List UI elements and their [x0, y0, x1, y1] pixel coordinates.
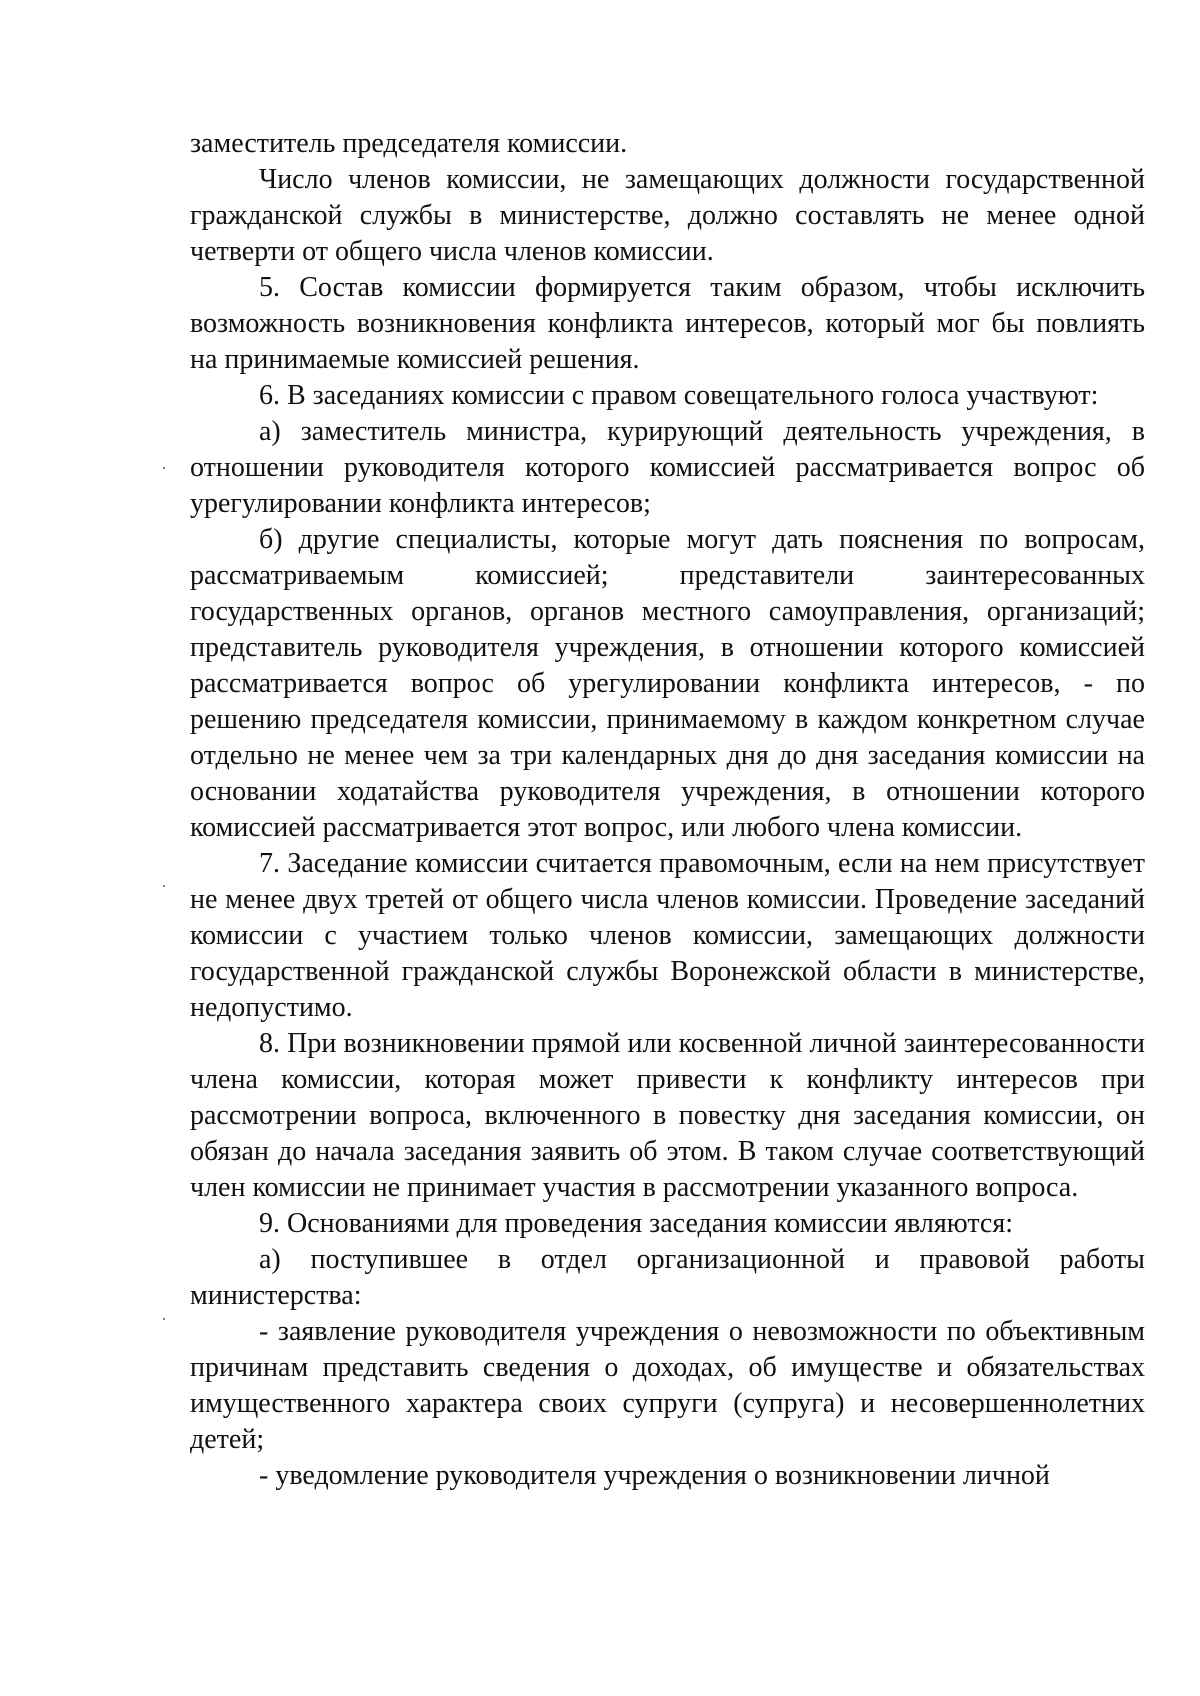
paragraph-item-9a: а) поступившее в отдел организационной и правовой работы министерства:: [190, 1244, 1145, 1311]
paragraph-item-6b: б) другие специалисты, которые могут дать пояснения по вопросам, рассматриваемым комиссией; представители заинтересованных государственных органов, органов местного самоуправления, организаций; представитель руководителя учреждения, в отношении которого комиссией рассматривается вопрос об урегулировании конфликта интересов, - по решению председателя комиссии, принимаемому в каждом конкретном случае отдельно не менее чем за три календарных дня до дня заседания комиссии на основании ходатайства руководителя учреждения, в отношении которого комиссией рассматривается этот вопрос, или любого члена комиссии.: [190, 524, 1145, 843]
paragraph-item-7: 7. Заседание комиссии считается правомочным, если на нем присутствует не менее двух третей от общего числа членов комиссии. Проведение заседаний комиссии с участием только членов комиссии, замещающих должности государственной гражданской службы Воронежской области в министерстве, недопустимо.: [190, 848, 1145, 1023]
paragraph-item-5: 5. Состав комиссии формируется таким образом, чтобы исключить возможность возникновения конфликта интересов, который мог бы повлиять на принимаемые комиссией решения.: [190, 272, 1145, 375]
scan-artifact-dot: [163, 1318, 165, 1320]
paragraph-item-6a: а) заместитель министра, курирующий деятельность учреждения, в отношении руководителя которого комиссией рассматривается вопрос об урегулировании конфликта интересов;: [190, 416, 1145, 519]
paragraph-item-8: 8. При возникновении прямой или косвенной личной заинтересованности члена комиссии, которая может привести к конфликту интересов при рассмотрении вопроса, включенного в повестку дня заседания комиссии, он обязан до начала заседания заявить об этом. В таком случае соответствующий член комиссии не принимает участия в рассмотрении указанного вопроса.: [190, 1028, 1145, 1203]
paragraph-item-9: 9. Основаниями для проведения заседания комиссии являются:: [259, 1208, 1013, 1239]
paragraph-dash-statement: - заявление руководителя учреждения о невозможности по объективным причинам представить сведения о доходах, об имуществе и обязательствах имущественного характера своих супруги (супруга) и несовершеннолетних детей;: [190, 1316, 1145, 1455]
paragraph-members-count: Число членов комиссии, не замещающих должности государственной гражданской службы в министерстве, должно составлять не менее одной четверти от общего числа членов комиссии.: [190, 164, 1145, 267]
scan-artifact-dot: [163, 885, 165, 887]
paragraph-continuation: заместитель председателя комиссии.: [190, 128, 628, 159]
scan-artifact-dot: [163, 467, 165, 469]
document-body: [190, 126, 1145, 1494]
paragraph-dash-notice: - уведомление руководителя учреждения о возникновении личной: [259, 1460, 1050, 1491]
paragraph-item-6: 6. В заседаниях комиссии с правом совещательного голоса участвуют:: [259, 380, 1099, 411]
